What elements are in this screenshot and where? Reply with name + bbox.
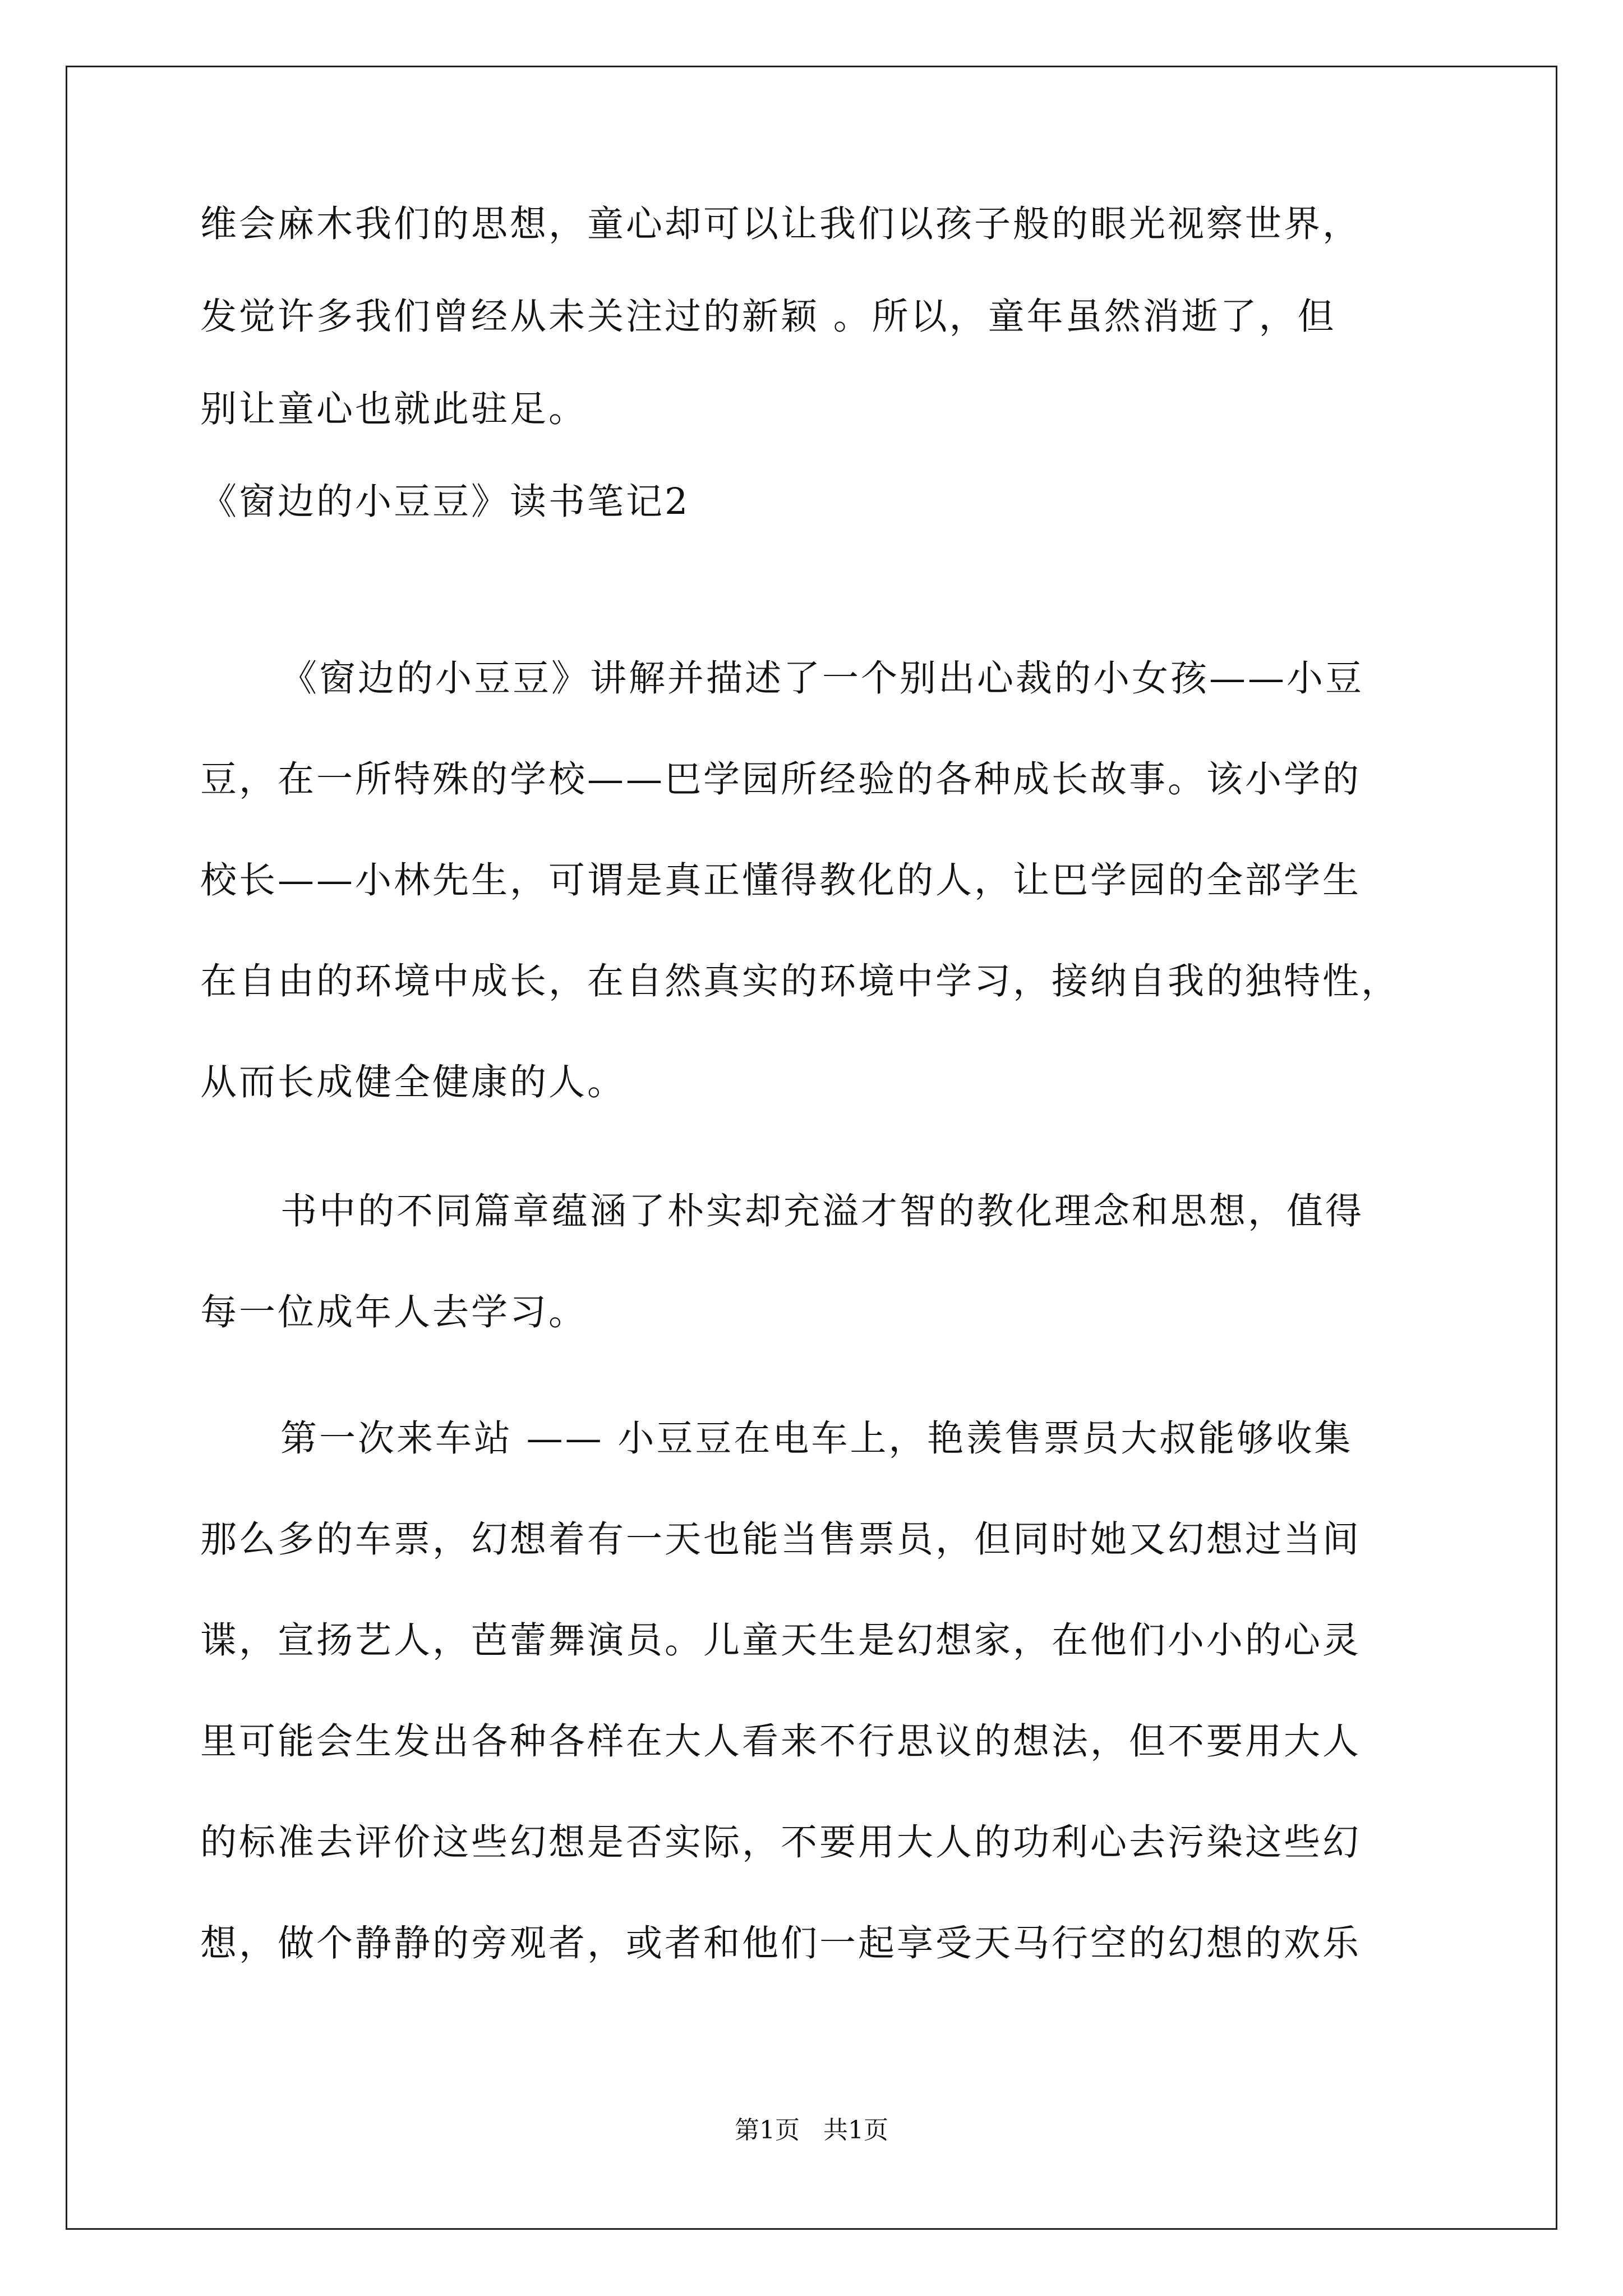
section-heading: 《窗边的小豆豆》读书笔记2 [200,481,690,523]
text-line: 校长——小林先生，可谓是真正懂得教化的人，让巴学园的全部学生 [200,859,1362,901]
page-footer: 第1页 共1页 [735,2116,888,2145]
text-line: 维会麻木我们的思想，童心却可以让我们以孩子般的眼光视察世界， [200,203,1362,245]
text-line: 豆，在一所特殊的学校——巴学园所经验的各种成长故事。该小学的 [200,758,1362,800]
text-line: 的标准去评价这些幻想是否实际，不要用大人的功利心去污染这些幻 [200,1821,1362,1864]
text-line: 书中的不同篇章蕴涵了朴实却充溢才智的教化理念和思想，值得 [280,1190,1364,1232]
text-line: 别让童心也就此驻足。 [200,388,588,430]
text-line: 里可能会生发出各种各样在大人看来不行思议的想法，但不要用大人 [200,1720,1362,1763]
text-line: 第一次来车站 —— 小豆豆在电车上，艳羡售票员大叔能够收集 [280,1418,1353,1460]
text-line: 发觉许多我们曾经从未关注过的新颖 。所以，童年虽然消逝了，但 [200,296,1336,338]
text-line: 想，做个静静的旁观者，或者和他们一起享受天马行空的幻想的欢乐 [200,1922,1362,1964]
text-line: 那么多的车票，幻想着有一天也能当售票员，但同时她又幻想过当间 [200,1519,1362,1561]
text-line: 在自由的环境中成长，在自然真实的环境中学习，接纳自我的独特性， [200,960,1400,1002]
text-line: 谍，宣扬艺人，芭蕾舞演员。儿童天生是幻想家，在他们小小的心灵 [200,1619,1362,1662]
text-line: 每一位成年人去学习。 [200,1291,588,1333]
text-line: 从而长成健全健康的人。 [200,1061,626,1103]
text-line: 《窗边的小豆豆》讲解并描述了一个别出心裁的小女孩——小豆 [280,657,1364,700]
